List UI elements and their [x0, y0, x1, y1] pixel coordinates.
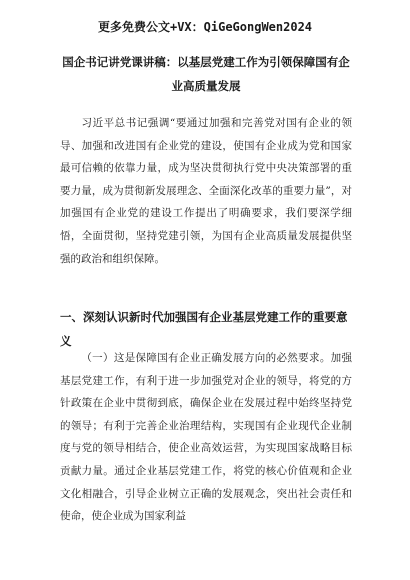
section-paragraph — [60, 347, 352, 528]
intro-paragraph-text: 习近平总书记强调“要通过加强和完善党对国有企业的领导、加强和改进国有企业党的建设，使国有企业成为党和国家最可信赖的依靠力量，成为坚决贯彻执行党中央决策部署的重要力量，成为贯彻新发展理念、全面深化改革的重要力量”，对加强国有企业党的建设工作提出了明确要求，我们要深学细悟，全面贯彻，坚持党建引领，为国有企业高质量发展提供坚强的政治和组织保障。 — [60, 117, 352, 265]
section-heading: 一、深刻认识新时代加强国有企业基层党建工作的重要意义 — [60, 310, 348, 348]
section-paragraph-text: （一）这是保障国有企业正确发展方向的必然要求。加强基层党建工作，有利于进一步加强党对企业的领导，将党的方针政策在企业中贯彻到底，确保企业在发展过程中始终坚持党的领导；有利于完善企业治理结构，实现国有企业现代企业制度与党的领导相结合，使企业高效运营，为实现国家战略目标贡献力量。通过企业基层党建工作，将党的核心价值观和企业文化相融合，引导企业树立正确的发展观念，突出社会责任和使命，使企业成为国家利益 — [60, 352, 352, 523]
document-title: 国企书记讲党课讲稿：以基层党建工作为引领保障国有企业高质量发展 — [62, 55, 350, 93]
watermark-text: 更多免费公文+VX：QiGeGongWen2024 — [97, 20, 313, 34]
intro-paragraph — [60, 112, 352, 270]
